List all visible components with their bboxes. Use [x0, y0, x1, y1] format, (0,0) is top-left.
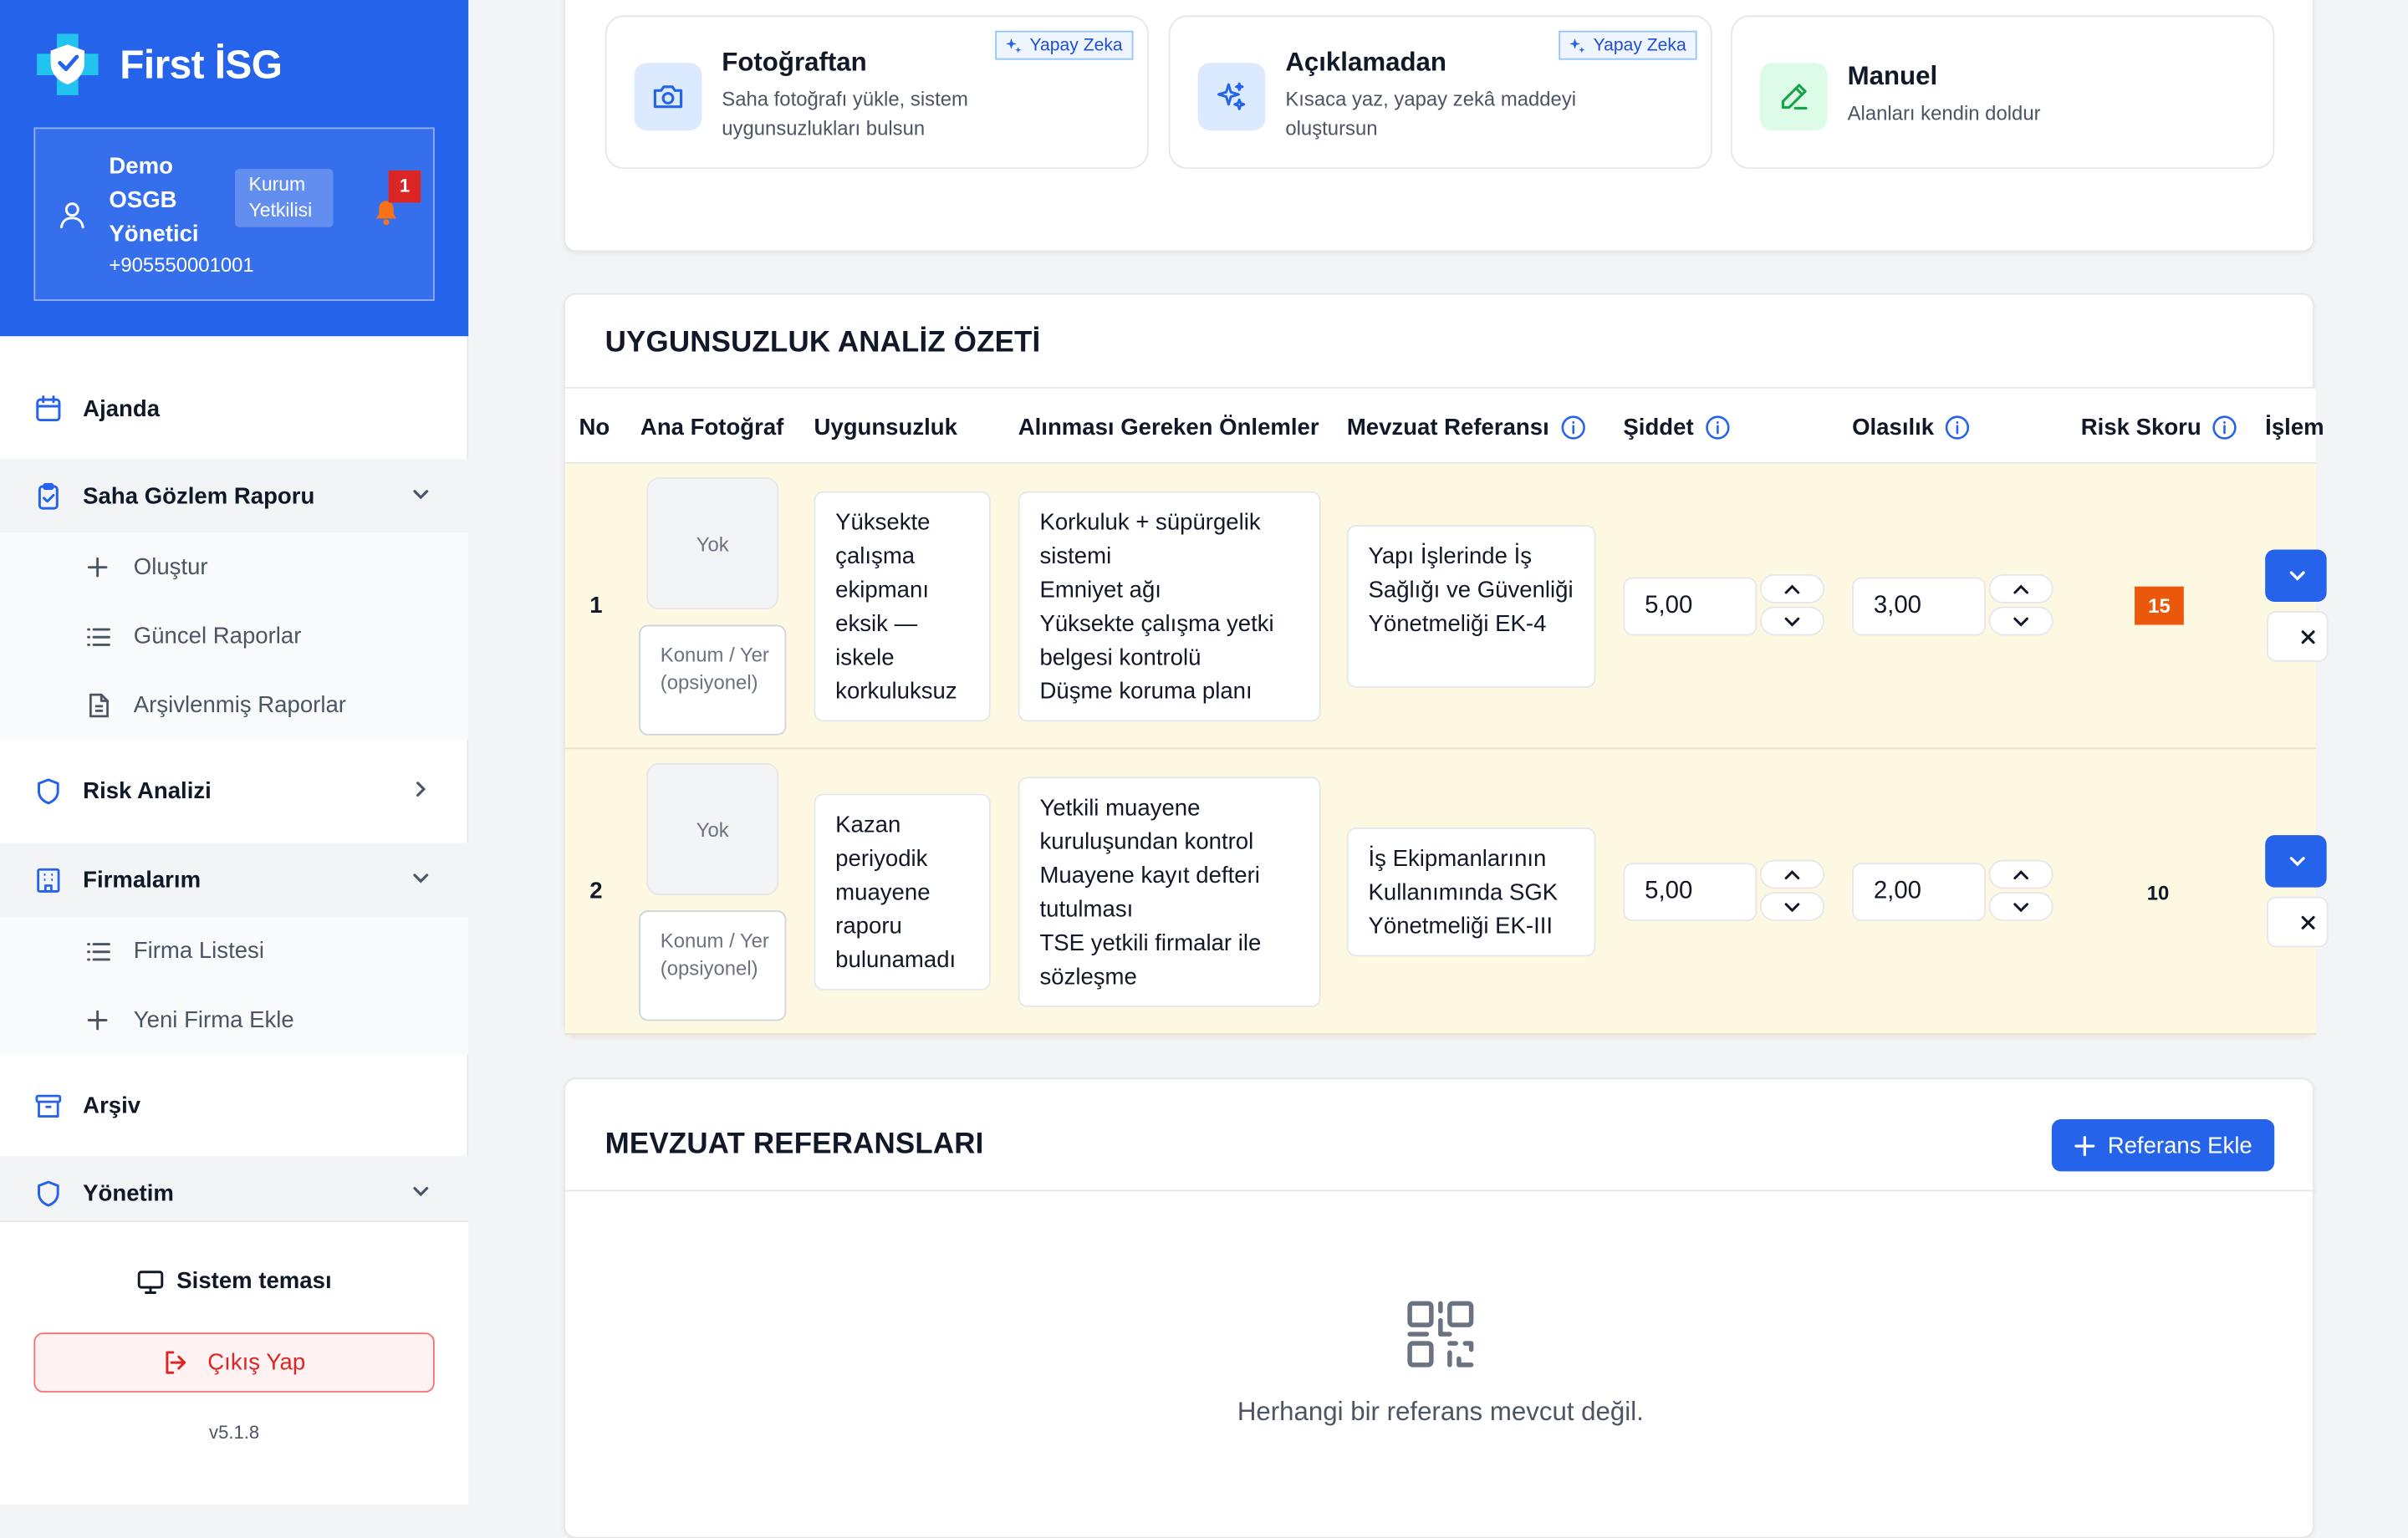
option-title: Açıklamadan	[1285, 47, 1447, 77]
probability-input[interactable]: 3,00	[1852, 578, 1986, 636]
monitor-icon	[137, 1269, 177, 1293]
col-no-label: No	[579, 414, 610, 441]
nav-risk-analizi[interactable]	[0, 754, 468, 828]
qr-code-icon	[1406, 1299, 1476, 1369]
chevron-down-icon	[410, 484, 431, 506]
step-down-button[interactable]	[1989, 607, 2053, 636]
measure-item: Korkuluk + süpürgelik sistemi	[1039, 509, 1261, 570]
app-version: v5.1.8	[209, 1421, 260, 1444]
measure-item: TSE yetkili firmalar ile sözleşme	[1039, 930, 1262, 991]
clipboard-check-icon	[33, 481, 64, 511]
col-regulation	[1347, 415, 1586, 441]
col-severity-label: Şiddet	[1623, 414, 1694, 441]
col-risk-label: Risk Skoru	[2080, 414, 2201, 441]
ai-badge	[1559, 31, 1696, 60]
photo-placeholder[interactable]	[646, 477, 778, 609]
info-icon[interactable]	[1934, 415, 1971, 441]
nav-arsivlenmis-raporlar-label: Arşivlenmiş Raporlar	[133, 692, 346, 719]
notification-count: 1	[389, 171, 421, 203]
step-up-button[interactable]	[1989, 574, 2053, 603]
col-photo	[640, 415, 783, 441]
probability-stepper	[1989, 860, 2053, 921]
nav-arsiv-label: Arşiv	[83, 1092, 141, 1119]
col-no	[579, 415, 610, 441]
calendar-icon	[33, 394, 64, 423]
photo-placeholder-label: Yok	[696, 532, 729, 555]
sidebar-header	[0, 0, 468, 336]
option-title: Fotoğraftan	[722, 47, 867, 77]
measure-item: Düşme koruma planı	[1039, 678, 1252, 705]
step-up-button[interactable]	[1760, 860, 1824, 889]
measure-item: Yetkili muayene kuruluşundan kontrol	[1039, 795, 1254, 856]
role-badge: Kurum Yetkilisi	[235, 169, 334, 227]
row-number: 2	[589, 878, 603, 904]
nav-guncel-raporlar-label: Güncel Raporlar	[133, 623, 302, 649]
sidebar	[0, 0, 468, 1505]
measure-item: Emniyet ağı	[1039, 577, 1161, 603]
nav-firma-listesi-label: Firma Listesi	[133, 938, 264, 965]
col-actions	[2265, 415, 2324, 441]
nav-firmalarim-label: Firmalarım	[83, 866, 202, 894]
remove-button[interactable]	[2267, 611, 2328, 662]
section-title: UYGUNSUZLUK ANALİZ ÖZETİ	[605, 327, 1041, 359]
step-down-button[interactable]	[1760, 607, 1824, 636]
nav-yonetim-label: Yönetim	[83, 1179, 174, 1206]
user-name: Demo OSGB Yönetici	[109, 153, 199, 247]
user-card[interactable]	[33, 127, 434, 301]
sparkles-icon	[1198, 63, 1266, 130]
location-input[interactable]: Konum / Yer (opsiyonel)	[639, 910, 786, 1021]
option-desc: Alanları kendin doldur	[1847, 101, 2041, 125]
add-reference-label: Referans Ekle	[2107, 1132, 2252, 1159]
info-icon[interactable]	[1549, 415, 1586, 441]
saha-submenu	[0, 532, 468, 740]
chevron-down-icon	[410, 1180, 431, 1202]
col-risk	[2081, 415, 2238, 441]
table-row	[565, 749, 2316, 1035]
photo-placeholder[interactable]	[646, 763, 778, 895]
nav-ajanda[interactable]	[0, 371, 468, 445]
ai-badge	[996, 31, 1133, 60]
col-actions-label: İşlem	[2265, 414, 2324, 441]
list-icon	[86, 939, 114, 963]
theme-toggle[interactable]	[0, 1268, 468, 1294]
nav-arsivlenmis-raporlar[interactable]	[0, 671, 468, 741]
shield-icon	[33, 776, 64, 805]
probability-input[interactable]: 2,00	[1852, 863, 1986, 921]
archive-icon	[33, 1091, 64, 1120]
option-manual[interactable]	[1731, 15, 2274, 169]
table-row	[565, 464, 2316, 750]
plus-icon	[86, 1009, 114, 1032]
issue-field[interactable]: Yüksekte çalışma ekipmanı eksik — iskele korkuluksuz	[814, 491, 990, 722]
option-from-description[interactable]	[1169, 15, 1712, 169]
nav-yeni-firma-ekle[interactable]	[0, 985, 468, 1055]
col-issue	[814, 415, 957, 441]
regulation-field[interactable]: İş Ekipmanlarının Kullanımında SGK Yönetmeliği EK-III	[1347, 828, 1596, 956]
step-down-button[interactable]	[1760, 892, 1824, 921]
references-card	[564, 1077, 2314, 1538]
nav-yeni-firma-ekle-label: Yeni Firma Ekle	[133, 1006, 294, 1034]
nav-olustur[interactable]	[0, 532, 468, 602]
option-desc: Saha fotoğrafı yükle, sistem uygunsuzlukları bulsun	[722, 87, 968, 140]
camera-icon	[635, 63, 702, 130]
nav-guncel-raporlar[interactable]	[0, 602, 468, 671]
section-title: MEVZUAT REFERANSLARI	[605, 1128, 984, 1161]
table-header	[565, 387, 2324, 464]
remove-button[interactable]	[2267, 897, 2328, 948]
nav-firmalarim[interactable]	[0, 843, 468, 916]
info-icon[interactable]	[2201, 415, 2238, 441]
firmalar-submenu	[0, 917, 468, 1055]
col-regulation-label: Mevzuat Referansı	[1346, 414, 1549, 441]
expand-button[interactable]	[2265, 835, 2326, 887]
row-number: 1	[589, 592, 603, 619]
col-probability-label: Olasılık	[1852, 414, 1935, 441]
shield-cross-logo-icon	[33, 31, 101, 99]
severity-input[interactable]: 5,00	[1623, 863, 1757, 921]
add-reference-button[interactable]	[2052, 1119, 2274, 1171]
plus-icon	[86, 556, 114, 579]
photo-placeholder-label: Yok	[696, 817, 729, 841]
severity-stepper	[1760, 860, 1824, 921]
probability-stepper	[1989, 574, 2053, 635]
measures-field[interactable]	[1018, 491, 1321, 722]
user-icon	[57, 200, 88, 231]
nav-ajanda-label: Ajanda	[83, 395, 161, 422]
references-header	[565, 1079, 2316, 1191]
severity-stepper	[1760, 574, 1824, 635]
nav-firma-listesi[interactable]	[0, 917, 468, 986]
expand-button[interactable]	[2265, 550, 2326, 602]
measures-field[interactable]	[1018, 777, 1321, 1007]
sparkles-icon	[1569, 36, 1593, 54]
regulation-field[interactable]: Yapı İşlerinde İş Sağlığı ve Güvenliği Yönetmeliği EK-4	[1347, 525, 1596, 688]
step-up-button[interactable]	[1989, 860, 2053, 889]
analysis-summary-card	[564, 293, 2324, 1036]
step-up-button[interactable]	[1760, 574, 1824, 603]
location-input[interactable]: Konum / Yer (opsiyonel)	[639, 625, 786, 736]
ai-badge-label: Yapay Zeka	[1593, 36, 1686, 55]
pencil-icon	[1760, 63, 1828, 130]
severity-input[interactable]: 5,00	[1623, 578, 1757, 636]
measure-item: Muayene kayıt defteri tutulması	[1039, 863, 1260, 923]
logout-label: Çıkış Yap	[207, 1349, 306, 1376]
user-phone: +905550001001	[109, 253, 254, 277]
shield-icon	[33, 1179, 64, 1208]
option-desc: Kısaca yaz, yapay zekâ maddeyi oluştursun	[1285, 87, 1577, 140]
col-probability	[1852, 415, 1971, 441]
nav-yonetim[interactable]	[0, 1156, 468, 1230]
document-icon	[86, 692, 114, 718]
issue-field[interactable]: Kazan periyodik muayene raporu bulunamadı	[814, 794, 990, 991]
col-measures	[1018, 415, 1319, 441]
nav-arsiv[interactable]	[0, 1068, 468, 1142]
brand-name: First İSG	[120, 40, 283, 87]
nav-saha-gozlem-label: Saha Gözlem Raporu	[83, 482, 315, 509]
logout-button[interactable]	[33, 1332, 434, 1393]
col-severity	[1623, 415, 1730, 441]
step-down-button[interactable]	[1989, 892, 2053, 921]
option-from-photo[interactable]	[605, 15, 1149, 169]
plus-icon	[2074, 1133, 2107, 1157]
option-title: Manuel	[1847, 61, 1938, 91]
chevron-right-icon	[410, 778, 431, 800]
brand[interactable]	[33, 31, 282, 99]
logout-icon	[163, 1349, 207, 1375]
nav-olustur-label: Oluştur	[133, 554, 208, 581]
create-options-card	[564, 0, 2314, 252]
chevron-down-icon	[410, 868, 431, 889]
col-measures-label: Alınması Gereken Önlemler	[1018, 414, 1319, 441]
theme-label: Sistem teması	[176, 1268, 332, 1295]
risk-score-badge: 15	[2135, 587, 2184, 625]
measure-item: Yüksekte çalışma yetki belgesi kontrolü	[1039, 611, 1274, 671]
col-issue-label: Uygunsuzluk	[814, 414, 957, 441]
col-photo-label: Ana Fotoğraf	[640, 414, 784, 441]
sidebar-footer	[0, 1220, 468, 1505]
building-icon	[33, 865, 64, 894]
ai-badge-label: Yapay Zeka	[1029, 36, 1123, 55]
nav-saha-gozlem[interactable]	[0, 459, 468, 532]
nav-risk-analizi-label: Risk Analizi	[83, 777, 212, 804]
sparkles-icon	[1005, 36, 1029, 54]
info-icon[interactable]	[1694, 415, 1731, 441]
empty-state-text: Herhangi bir referans mevcut değil.	[1237, 1397, 1644, 1427]
list-icon	[86, 624, 114, 649]
risk-score: 10	[2146, 881, 2170, 904]
